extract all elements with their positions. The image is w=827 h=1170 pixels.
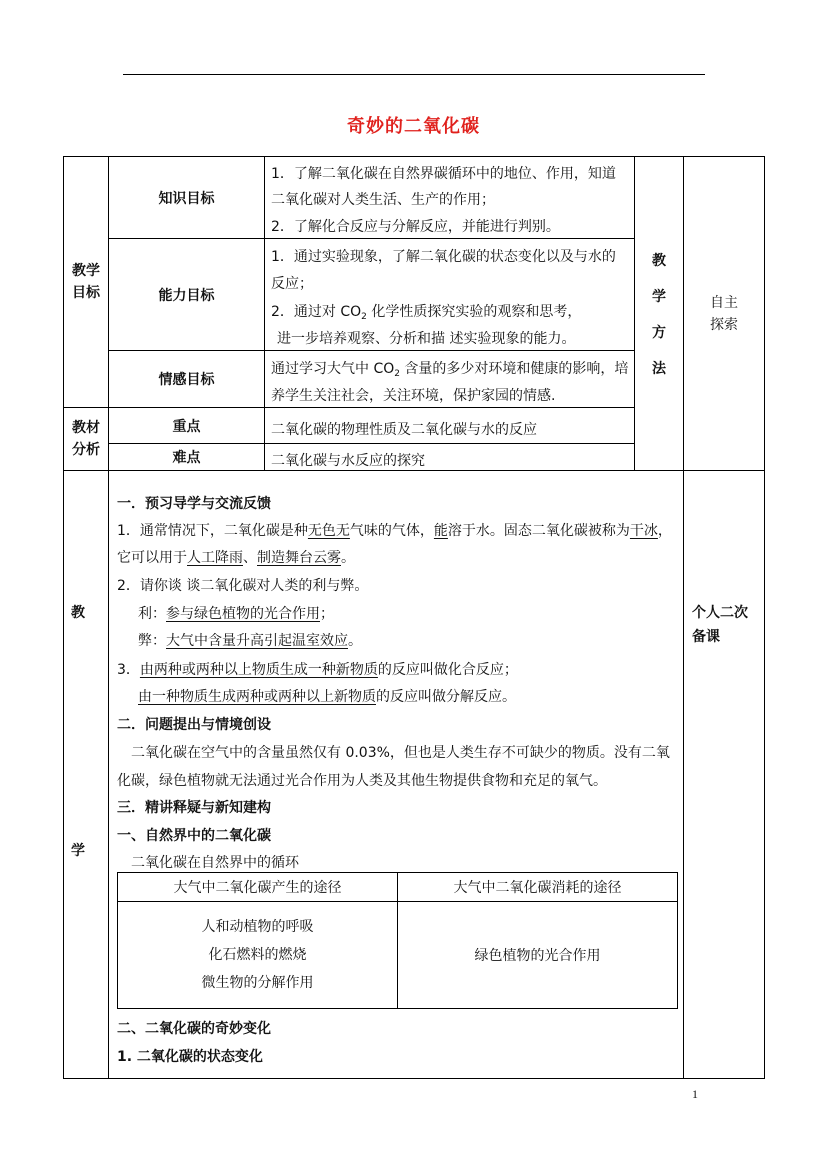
question-2: 2．请你谈 谈二氧化碳对人类的利与弊。: [117, 578, 369, 594]
subsection-2-heading: 二、二氧化碳的奇妙变化: [117, 1021, 271, 1037]
section-2-line-1: 二氧化碳在空气中的含量虽然仅有 0.03%，但也是人类生存不可缺少的物质。没有二氧: [131, 745, 670, 761]
knowledge-line-2: 二氧化碳对人类生活、生产的作用；: [271, 192, 495, 208]
header-rule: [123, 74, 705, 75]
question-1-line-2: 它可以用于人工降雨、制造舞台云雾。: [117, 550, 355, 566]
side-note-line2: 备课: [692, 629, 720, 645]
benefit-line: 利：参与绿色植物的光合作用；: [138, 606, 334, 622]
method-header-char2: 学: [652, 288, 666, 305]
objectives-header: [64, 157, 108, 407]
section-1-heading: 一．预习导学与交流反馈: [117, 496, 271, 512]
section-2-heading: 二．问题提出与情境创设: [117, 717, 271, 733]
ability-line-4: 进一步培养观察、分析和描 述实验现象的能力。: [277, 331, 576, 347]
section-2-line-2: 化碳，绿色植物就无法通过光合作用为人类及其他生物提供食物和充足的氧气。: [117, 773, 607, 789]
method-value: [684, 157, 764, 470]
emotion-label: 情感目标: [158, 372, 215, 388]
cycle-source-1: 人和动植物的呼吸: [201, 919, 314, 935]
subsection-1-heading: 一、自然界中的二氧化碳: [117, 828, 271, 844]
method-header-char3: 方: [652, 324, 666, 341]
analysis-header-line2: 分析: [72, 442, 100, 458]
cycle-table-right: [677, 872, 678, 1009]
table-border-right: [764, 156, 765, 1079]
knowledge-label: 知识目标: [158, 190, 215, 207]
key-point-value: 二氧化碳的物理性质及二氧化碳与水的反应: [271, 422, 537, 438]
difficult-point-value: 二氧化碳与水反应的探究: [271, 453, 425, 469]
knowledge-line-1: 1．了解二氧化碳在自然界碳循环中的地位、作用，知道: [271, 166, 616, 182]
cycle-source-3: 微生物的分解作用: [201, 975, 314, 991]
question-1-line-1: 1．通常情况下，二氧化碳是种无色无气味的气体，能溶于水。固态二氧化碳被称为干冰，: [117, 523, 672, 539]
cycle-caption: 二氧化碳在自然界中的循环: [131, 855, 299, 871]
method-header-char1: 教: [652, 252, 666, 269]
key-point-label: 重点: [172, 418, 201, 435]
section-3-heading: 三．精讲释疑与新知建构: [117, 800, 271, 816]
question-3-line-1: 3．由两种或两种以上物质生成一种新物质的反应叫做化合反应；: [117, 662, 518, 678]
emotion-line-2: 养学生关注社会，关注环境，保护家园的情感.: [271, 388, 556, 404]
analysis-header: [64, 408, 108, 470]
cycle-sink-1: 绿色植物的光合作用: [474, 948, 601, 964]
table-divider-h5: [63, 470, 765, 471]
side-note-line1: 个人二次: [692, 605, 748, 621]
method-value-line2: 探索: [710, 316, 738, 333]
difficult-point-label: 难点: [172, 450, 201, 466]
ability-label: 能力目标: [158, 287, 215, 304]
cycle-source-2: 化石燃料的燃烧: [208, 947, 307, 963]
harm-line: 弊：大气中含量升高引起温室效应。: [138, 633, 362, 649]
emotion-line-1: 通过学习大气中 $CO_2$ 含量的多少对环境和健康的影响，培: [271, 361, 629, 379]
question-3-line-2: 由一种物质生成两种或两种以上新物质的反应叫做分解反应。: [138, 689, 516, 705]
ability-line-2: 反应；: [271, 276, 313, 292]
analysis-header-line1: 教材: [72, 420, 100, 436]
subsection-2-item-1: 1. 二氧化碳的状态变化: [117, 1049, 263, 1065]
knowledge-line-3: 2．了解化合反应与分解反应，并能进行判别。: [271, 219, 560, 235]
cycle-col2-header: 大气中二氧化碳消耗的途径: [453, 880, 622, 896]
method-value-line1: 自主: [710, 294, 738, 311]
method-header-char4: 法: [652, 360, 666, 377]
cycle-col2-items: [398, 902, 677, 1008]
ability-line-3: 2．通过对 $CO_2$ 化学性质探究实验的观察和思考，: [271, 304, 582, 322]
page-number: 1: [692, 1087, 698, 1101]
table-border-bottom: [63, 1078, 765, 1079]
teaching-header-char2: 学: [71, 843, 85, 859]
method-header: [635, 157, 683, 470]
cycle-col1-items: [118, 902, 397, 1008]
document-title: 奇妙的二氧化碳: [347, 116, 480, 137]
teaching-header-char1: 教: [71, 605, 85, 621]
objectives-header-line2: 目标: [72, 285, 100, 301]
ability-line-1: 1．通过实验现象，了解二氧化碳的状态变化以及与水的: [271, 249, 616, 265]
cycle-col1-header: 大气中二氧化碳产生的途径: [173, 880, 342, 896]
table-divider-v2: [264, 156, 265, 470]
objectives-header-line1: 教学: [72, 263, 100, 279]
